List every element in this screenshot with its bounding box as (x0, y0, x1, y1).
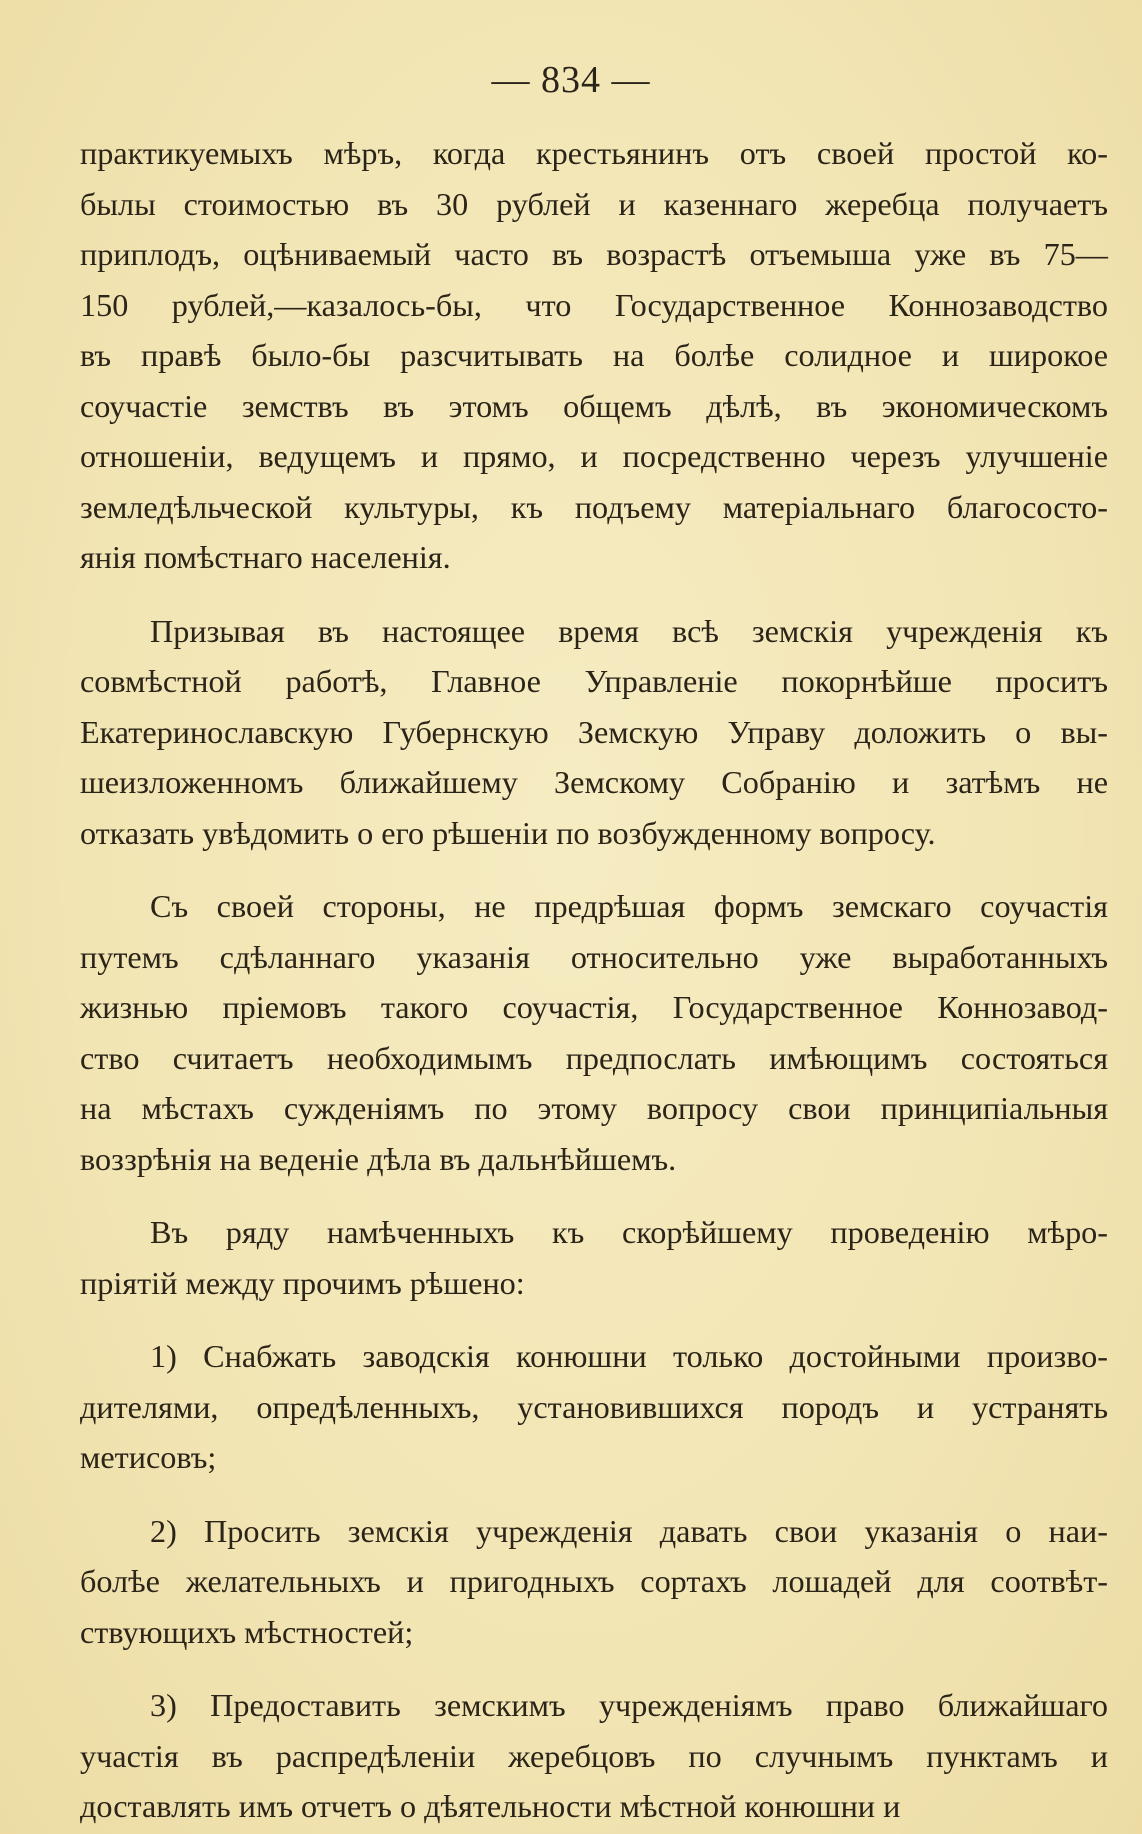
paragraph-gap (80, 1657, 1108, 1680)
text-line: дителями, опредѣленныхъ, установившихся породъ и устранять (80, 1388, 1108, 1425)
text-line: Екатеринославскую Губернскую Земскую Управу доложить о вы- (80, 713, 1108, 750)
text-line: ство считаетъ необходимымъ предпослать имѣющимъ состояться (80, 1039, 1108, 1076)
text-line: въ правѣ было-бы разсчитывать на болѣе солидное и широкое (80, 337, 1108, 373)
text-line: шеизложенномъ ближайшему Земскому Собранію и затѣмъ не (80, 764, 1108, 800)
text-line: путемъ сдѣланнаго указанія относительно уже выработанныхъ (80, 938, 1108, 975)
text-line: 1) Снабжать заводскія конюшни только достойными произво- (150, 1338, 1108, 1374)
page-number: — 834 — (491, 59, 651, 101)
text-line: метисовъ; (80, 1439, 217, 1475)
text-line: былы стоимостью въ 30 рублей и казеннаго жеребца получаетъ (80, 185, 1108, 222)
paragraph-gap (80, 1184, 1108, 1207)
text-line: 150 рублей,—казалось-бы, что Государственное Коннозаводство (80, 286, 1108, 323)
paragraph-gap (80, 1308, 1108, 1331)
text-line: отношеніи, ведущемъ и прямо, и посредственно черезъ улучшеніе (80, 438, 1108, 474)
text-line: ствующихъ мѣстностей; (80, 1613, 414, 1650)
text-line: Съ своей стороны, не предрѣшая формъ земскаго соучастія (150, 888, 1108, 924)
text-line: на мѣстахъ сужденіямъ по этому вопросу свои принципіальныя (80, 1090, 1108, 1126)
list-item (80, 1331, 1108, 1483)
text-line: Призывая въ настоящее время всѣ земскія учрежденія къ (150, 612, 1108, 649)
text-line: участія въ распредѣленіи жеребцовъ по случнымъ пунктамъ и (80, 1737, 1108, 1774)
text-line: отказать увѣдомить о его рѣшеніи по возбужденному вопросу. (80, 814, 936, 851)
document-body (80, 128, 1108, 1832)
text-line: 2) Просить земскія учрежденія давать свои указанія о наи- (150, 1512, 1108, 1549)
text-line: соучастіе земствъ въ этомъ общемъ дѣлѣ, въ экономическомъ (80, 387, 1108, 424)
paragraph (80, 128, 1108, 583)
text-line: приплодъ, оцѣниваемый часто въ возрастѣ отъемыша уже въ 75— (80, 236, 1108, 272)
paragraph (80, 881, 1108, 1184)
paragraph (80, 606, 1108, 859)
list-item (80, 1506, 1108, 1658)
paragraph-gap (80, 1483, 1108, 1506)
text-line: болѣе желательныхъ и пригодныхъ сортахъ лошадей для соотвѣт- (80, 1563, 1108, 1599)
text-line: воззрѣнія на веденіе дѣла въ дальнѣйшемъ. (80, 1140, 677, 1177)
text-line: практикуемыхъ мѣръ, когда крестьянинъ отъ своей простой ко- (80, 135, 1108, 171)
list-item (80, 1680, 1108, 1832)
text-line: доставлять имъ отчетъ о дѣятельности мѣстной конюшни и (80, 1788, 901, 1824)
text-line: янія помѣстнаго населенія. (80, 539, 451, 575)
text-line: жизнью пріемовъ такого соучастія, Государственное Коннозавод- (80, 989, 1108, 1025)
text-line: 3) Предоставить земскимъ учрежденіямъ право ближайшаго (150, 1687, 1108, 1723)
paragraph-gap (80, 583, 1108, 606)
paragraph (80, 1207, 1108, 1308)
text-line: Въ ряду намѣченныхъ къ скорѣйшему проведенію мѣро- (150, 1214, 1108, 1250)
text-line: совмѣстной работѣ, Главное Управленіе покорнѣйше проситъ (80, 663, 1108, 699)
text-line: земледѣльческой культуры, къ подъему матеріальнаго благососто- (80, 488, 1108, 525)
text-line: пріятій между прочимъ рѣшено: (80, 1264, 525, 1301)
paragraph-gap (80, 858, 1108, 881)
